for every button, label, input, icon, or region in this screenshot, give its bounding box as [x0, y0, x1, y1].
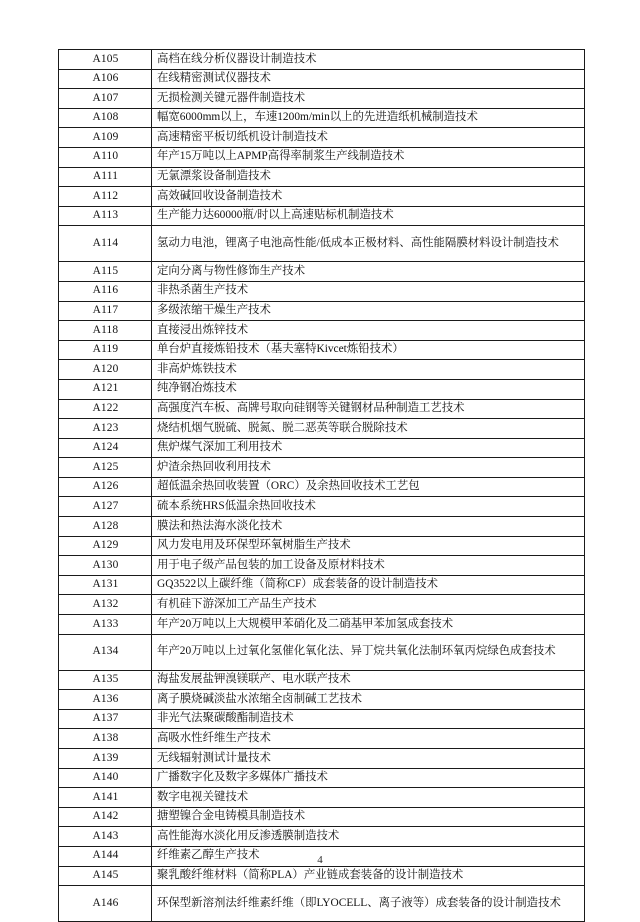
- table-cell-code: [59, 536, 152, 556]
- table-cell-name: [152, 399, 585, 419]
- technology-name: 纤维素乙醇生产技术: [157, 849, 260, 862]
- technology-name: 高效碱回收设备制造技术: [157, 189, 283, 202]
- table-row: [59, 556, 585, 576]
- table-cell-code: [59, 575, 152, 595]
- table-cell-code: [59, 321, 152, 341]
- technology-name: 无线辐射测试计量技术: [157, 751, 271, 764]
- technology-name: 硫本系统HRS低温余热回收技术: [157, 499, 316, 512]
- technology-code: A127: [92, 499, 119, 512]
- technology-code: A112: [92, 189, 119, 202]
- table-cell-code: [59, 262, 152, 282]
- table-cell-code: [59, 827, 152, 847]
- table-cell-code: [59, 69, 152, 89]
- technology-code: A129: [92, 539, 119, 552]
- technology-code: A114: [92, 237, 119, 250]
- technology-code: A146: [92, 896, 119, 909]
- table-cell-name: [152, 690, 585, 710]
- table-row: [59, 187, 585, 207]
- table-row: [59, 206, 585, 226]
- table-cell-code: [59, 749, 152, 769]
- table-cell-name: [152, 128, 585, 148]
- table-cell-code: [59, 360, 152, 380]
- technology-name: 非高炉炼铁技术: [157, 362, 237, 375]
- table-row: [59, 128, 585, 148]
- table-row: [59, 438, 585, 458]
- table-row: [59, 419, 585, 439]
- technology-name: 超低温余热回收装置（ORC）及余热回收技术工艺包: [157, 480, 420, 493]
- table-row: [59, 595, 585, 615]
- technology-name: 海盐发展盐钾溴镁联产、电水联产技术: [157, 673, 351, 686]
- table-cell-code: [59, 670, 152, 690]
- technology-name: 直接浸出炼锌技术: [157, 323, 249, 336]
- table-row: [59, 788, 585, 808]
- table-cell-name: [152, 281, 585, 301]
- technology-code: A107: [92, 91, 119, 104]
- technology-code: A122: [92, 402, 119, 414]
- table-cell-code: [59, 497, 152, 517]
- technology-code: A136: [92, 692, 119, 705]
- table-row: [59, 458, 585, 478]
- technology-name: 年产15万吨以上APMP高得率制浆生产线制造技术: [157, 150, 405, 163]
- technology-name: 非光气法聚碳酸酯制造技术: [157, 712, 294, 725]
- technology-code: A134: [92, 645, 119, 658]
- technology-name: 高吸水性纤维生产技术: [157, 731, 271, 744]
- table-cell-name: [152, 536, 585, 556]
- table-cell-code: [59, 167, 152, 187]
- table-row: [59, 89, 585, 109]
- technology-name: 生产能力达60000瓶/时以上高速贴标机制造技术: [157, 209, 394, 222]
- technology-name: 炉渣余热回收利用技术: [157, 460, 271, 473]
- table-row: [59, 749, 585, 769]
- technology-name: 烧结机烟气脱硫、脱氮、脱二恶英等联合脱除技术: [157, 421, 408, 434]
- technology-code: A116: [92, 284, 119, 297]
- table-row: [59, 69, 585, 89]
- technology-name: 聚乳酸纤维材料（简称PLA）产业链成套装备的设计制造技术: [157, 869, 464, 882]
- table-row: [59, 301, 585, 321]
- table-cell-code: [59, 634, 152, 670]
- technology-code: A138: [92, 731, 119, 744]
- technology-code: A132: [92, 597, 119, 610]
- table-cell-name: [152, 575, 585, 595]
- technology-code: A126: [92, 480, 119, 493]
- table-cell-code: [59, 595, 152, 615]
- table-cell-name: [152, 477, 585, 497]
- table-row: [59, 340, 585, 360]
- table-cell-code: [59, 399, 152, 419]
- table-cell-name: [152, 301, 585, 321]
- technology-name: 多级浓缩干燥生产技术: [157, 304, 271, 317]
- technology-code: A120: [92, 362, 119, 375]
- table-cell-name: [152, 497, 585, 517]
- technology-name: 高强度汽车板、高牌号取向硅钢等关键钢材品种制造工艺技术: [157, 402, 465, 414]
- technology-code: A135: [92, 673, 119, 686]
- table-cell-code: [59, 768, 152, 788]
- technology-code: A130: [92, 558, 119, 571]
- table-row: [59, 886, 585, 922]
- table-row: [59, 807, 585, 827]
- table-row: [59, 50, 585, 70]
- table-cell-code: [59, 419, 152, 439]
- table-row: [59, 709, 585, 729]
- technology-code: A131: [92, 578, 119, 591]
- table-cell-name: [152, 886, 585, 922]
- table-row: [59, 497, 585, 517]
- table-cell-code: [59, 281, 152, 301]
- table-row: [59, 729, 585, 749]
- technology-name: 环保型新溶剂法纤维素纤维（即LYOCELL、离子液等）成套装备的设计制造技术: [157, 896, 561, 909]
- technology-code: A109: [92, 130, 119, 143]
- technology-name: 氢动力电池，锂离子电池高性能/低成本正极材料、高性能隔膜材料设计制造技术: [157, 237, 559, 250]
- table-cell-name: [152, 187, 585, 207]
- technology-code: A124: [92, 441, 119, 454]
- table-cell-code: [59, 206, 152, 226]
- table-row: [59, 226, 585, 262]
- table-cell-code: [59, 301, 152, 321]
- table-row: [59, 517, 585, 537]
- table-cell-code: [59, 128, 152, 148]
- table-cell-code: [59, 807, 152, 827]
- table-cell-code: [59, 788, 152, 808]
- table-cell-code: [59, 517, 152, 537]
- technology-name: 年产20万吨以上过氧化氢催化氧化法、异丁烷共氧化法制环氧丙烷绿色成套技术: [157, 645, 556, 658]
- table-row: [59, 575, 585, 595]
- table-cell-code: [59, 438, 152, 458]
- technology-name: 焦炉煤气深加工利用技术: [157, 441, 283, 454]
- technology-code: A118: [92, 323, 119, 336]
- technology-code: A110: [92, 150, 119, 163]
- table-cell-name: [152, 147, 585, 167]
- table-cell-name: [152, 827, 585, 847]
- technology-name: 高性能海水淡化用反渗透膜制造技术: [157, 829, 340, 842]
- table-cell-name: [152, 517, 585, 537]
- technology-catalog-table: [58, 49, 585, 922]
- technology-name: 纯净钢冶炼技术: [157, 382, 237, 395]
- table-cell-code: [59, 886, 152, 922]
- technology-code: A119: [92, 343, 119, 356]
- table-cell-name: [152, 340, 585, 360]
- table-cell-code: [59, 556, 152, 576]
- table-cell-name: [152, 206, 585, 226]
- technology-name: 高档在线分析仪器设计制造技术: [157, 52, 317, 65]
- table-cell-name: [152, 458, 585, 478]
- technology-name: 定向分离与物性修饰生产技术: [157, 264, 306, 277]
- technology-name: 有机硅下游深加工产品生产技术: [157, 597, 317, 610]
- table-cell-code: [59, 340, 152, 360]
- table-cell-name: [152, 709, 585, 729]
- technology-code: A115: [92, 264, 119, 277]
- technology-code: A128: [92, 519, 119, 532]
- table-cell-code: [59, 89, 152, 109]
- table-row: [59, 670, 585, 690]
- technology-code: A144: [92, 849, 119, 862]
- table-cell-name: [152, 89, 585, 109]
- technology-code: A117: [92, 304, 119, 317]
- technology-code: A133: [92, 617, 119, 630]
- table-cell-code: [59, 615, 152, 635]
- table-cell-name: [152, 226, 585, 262]
- page-number: 4: [317, 854, 323, 866]
- table-row: [59, 147, 585, 167]
- table-cell-name: [152, 108, 585, 128]
- table-cell-code: [59, 187, 152, 207]
- technology-code: A123: [92, 421, 119, 434]
- technology-code: A142: [92, 810, 119, 823]
- table-cell-name: [152, 419, 585, 439]
- technology-name: 无氯漂浆设备制造技术: [157, 170, 271, 183]
- table-cell-name: [152, 438, 585, 458]
- table-cell-name: [152, 807, 585, 827]
- technology-code: A143: [92, 829, 119, 842]
- technology-code: A145: [92, 869, 119, 882]
- table-cell-name: [152, 262, 585, 282]
- technology-name: 广播数字化及数字多媒体广播技术: [157, 771, 328, 784]
- table-row: [59, 768, 585, 788]
- technology-name: 用于电子级产品包装的加工设备及原材料技术: [157, 558, 385, 571]
- table-cell-code: [59, 108, 152, 128]
- table-cell-code: [59, 458, 152, 478]
- table-cell-name: [152, 595, 585, 615]
- table-cell-code: [59, 50, 152, 70]
- table-cell-name: [152, 50, 585, 70]
- table-cell-name: [152, 788, 585, 808]
- technology-code: A137: [92, 712, 119, 725]
- technology-code: A105: [92, 52, 119, 65]
- technology-name: 在线精密测试仪器技术: [157, 72, 271, 85]
- table-row: [59, 360, 585, 380]
- technology-code: A139: [92, 751, 119, 764]
- table-row: [59, 167, 585, 187]
- table-row: [59, 281, 585, 301]
- table-row: [59, 634, 585, 670]
- technology-code: A141: [92, 790, 119, 803]
- table-cell-name: [152, 768, 585, 788]
- technology-name: 单台炉直接炼铅技术（基夫塞特Kivcet炼铅技术）: [157, 343, 404, 356]
- table-row: [59, 262, 585, 282]
- table-cell-code: [59, 147, 152, 167]
- technology-name: 离子膜烧碱淡盐水浓缩全卤制碱工艺技术: [157, 692, 363, 705]
- technology-name: 膜法和热法海水淡化技术: [157, 519, 283, 532]
- table-cell-name: [152, 69, 585, 89]
- table-cell-name: [152, 634, 585, 670]
- technology-name: 搪塑镍合金电铸模具制造技术: [157, 810, 306, 823]
- table-cell-name: [152, 729, 585, 749]
- table-cell-code: [59, 379, 152, 399]
- technology-name: 无损检测关键元器件制造技术: [157, 91, 306, 104]
- technology-name: 风力发电用及环保型环氧树脂生产技术: [157, 539, 351, 552]
- technology-code: A121: [92, 382, 119, 395]
- technology-name: GQ3522以上碳纤维（简称CF）成套装备的设计制造技术: [157, 578, 438, 591]
- table-cell-code: [59, 729, 152, 749]
- technology-code: A106: [92, 72, 119, 85]
- table-row: [59, 399, 585, 419]
- technology-code: A140: [92, 771, 119, 784]
- table-cell-name: [152, 360, 585, 380]
- table-cell-code: [59, 226, 152, 262]
- table-cell-code: [59, 709, 152, 729]
- table-cell-code: [59, 690, 152, 710]
- table-row: [59, 866, 585, 886]
- table-cell-name: [152, 670, 585, 690]
- table-cell-name: [152, 749, 585, 769]
- table-row: [59, 477, 585, 497]
- table-cell-name: [152, 615, 585, 635]
- table-cell-name: [152, 379, 585, 399]
- table-row: [59, 321, 585, 341]
- technology-code: A111: [92, 170, 119, 183]
- technology-name: 高速精密平板切纸机设计制造技术: [157, 130, 328, 143]
- technology-name: 非热杀菌生产技术: [157, 284, 249, 297]
- table-row: [59, 827, 585, 847]
- table-row: [59, 690, 585, 710]
- table-body: [59, 50, 585, 922]
- technology-name: 幅宽6000mm以上，车速1200m/min以上的先进造纸机械制造技术: [157, 111, 478, 124]
- technology-code: A125: [92, 460, 119, 473]
- table-cell-code: [59, 866, 152, 886]
- technology-name: 年产20万吨以上大规模甲苯硝化及二硝基甲苯加氢成套技术: [157, 617, 454, 630]
- technology-code: A113: [92, 209, 119, 222]
- table-row: [59, 108, 585, 128]
- table-cell-name: [152, 556, 585, 576]
- table-cell-code: [59, 477, 152, 497]
- technology-name: 数字电视关键技术: [157, 790, 249, 803]
- table-row: [59, 536, 585, 556]
- table-cell-name: [152, 321, 585, 341]
- table-cell-name: [152, 866, 585, 886]
- table-cell-name: [152, 167, 585, 187]
- table-row: [59, 379, 585, 399]
- technology-code: A108: [92, 111, 119, 124]
- table-row: [59, 615, 585, 635]
